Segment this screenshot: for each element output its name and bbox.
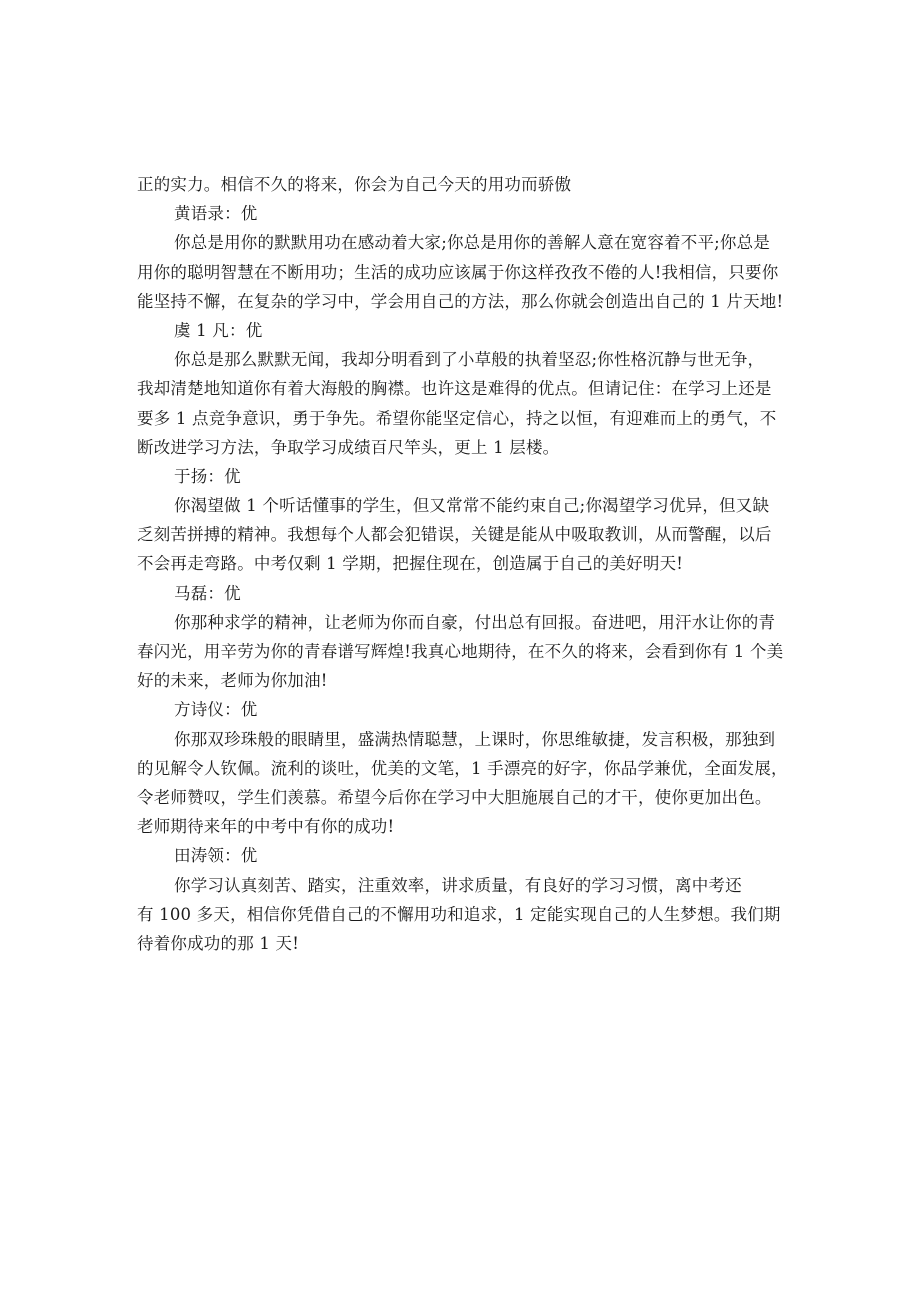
entry-text-line: 你渴望做 1 个听话懂事的学生，但又常常不能约束自己;你渴望学习优异，但又缺 [174, 496, 770, 516]
entry-ma-lei [137, 579, 787, 696]
entry-text-line: 老师期待来年的中考中有你的成功! [137, 817, 395, 837]
entry-heading: 马磊：优 [174, 583, 241, 603]
entry-text-line: 我却清楚地知道你有着大海般的胸襟。也许这是难得的优点。但请记住：在学习上还是 [137, 379, 772, 399]
entry-heading: 黄语录：优 [174, 204, 258, 224]
entry-text-line: 你学习认真刻苦、踏实，注重效率，讲求质量，有良好的学习习惯，离中考还 [174, 875, 742, 895]
entry-text-line: 不会再走弯路。中考仅剩 1 学期，把握住现在，创造属于自己的美好明天! [137, 554, 684, 574]
entry-heading: 方诗仪：优 [174, 700, 258, 720]
document-body [137, 170, 787, 958]
entry-text-line: 的见解令人钦佩。流利的谈吐，优美的文笔，1 手漂亮的好字，你品学兼优，全面发展， [137, 758, 788, 778]
entry-text-line: 有 100 多天，相信你凭借自己的不懈用功和追求，1 定能实现自己的人生梦想。我们期 [137, 904, 781, 924]
entry-huang [137, 199, 787, 316]
entry-text-line: 春闪光，用辛劳为你的青春谱写辉煌!我真心地期待，在不久的将来，会看到你有 1 个美 [137, 642, 784, 661]
opening-line: 正的实力。相信不久的将来，你会为自己今天的用功而骄傲 [137, 175, 572, 194]
entry-yu-fan [137, 316, 787, 462]
entry-text-line: 用你的聪明智慧在不断用功；生活的成功应该属于你这样孜孜不倦的人!我相信，只要你 [137, 262, 779, 282]
entry-text-line: 你那种求学的精神，让老师为你而自豪，付出总有回报。奋进吧，用汗水让你的青 [174, 612, 776, 632]
entry-text-line: 待着你成功的那 1 天! [137, 933, 300, 953]
entry-heading: 于扬：优 [174, 466, 241, 486]
entry-text-line: 乏刻苦拼搏的精神。我想每个人都会犯错误，关键是能从中吸取教训，从而警醒，以后 [137, 525, 772, 545]
entry-text-line: 要多 1 点竞争意识，勇于争先。希望你能坚定信心，持之以恒，有迎难而上的勇气，不 [137, 408, 777, 428]
entry-tian-taoling [137, 841, 787, 958]
entry-text-line: 能坚持不懈，在复杂的学习中，学会用自己的方法，那么你就会创造出自己的 1 片天地! [137, 291, 784, 311]
entry-text-line: 令老师赞叹，学生们羡慕。希望今后你在学习中大胆施展自己的才干，使你更加出色。 [137, 787, 772, 807]
entry-text-line: 你那双珍珠般的眼睛里，盛满热情聪慧，上课时，你思维敏捷，发言积极，那独到 [174, 729, 776, 749]
entry-text-line: 断改进学习方法，争取学习成绩百尺竿头，更上 1 层楼。 [137, 437, 560, 457]
entry-text-line: 你总是那么默默无闻，我却分明看到了小草般的执着坚忍;你性格沉静与世无争， [174, 350, 765, 370]
entry-text-line: 你总是用你的默默用功在感动着大家;你总是用你的善解人意在宽容着不平;你总是 [174, 233, 771, 253]
entry-text-line: 好的未来，老师为你加油! [137, 671, 328, 691]
entry-heading: 虞 1 凡：优 [174, 320, 263, 340]
entry-yu-yang [137, 462, 787, 579]
entry-fang-shiyi [137, 695, 787, 841]
entry-heading: 田涛领：优 [174, 846, 258, 866]
